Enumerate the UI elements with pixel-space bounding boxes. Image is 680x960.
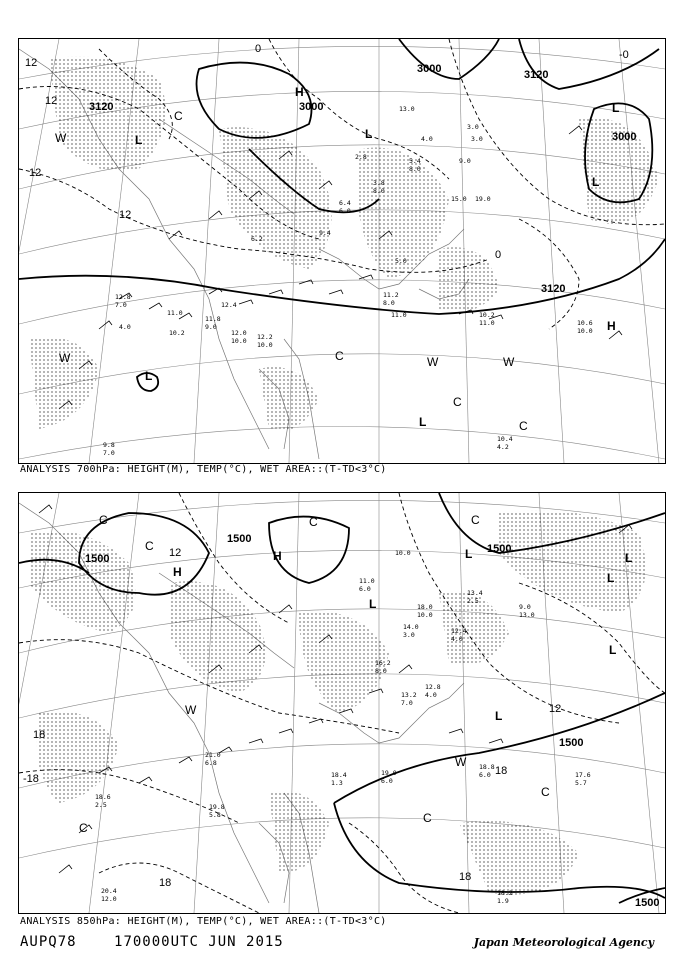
- station-temp: 15.0: [451, 195, 467, 203]
- station-temp: 14.0: [403, 623, 419, 631]
- station-temp: 2.8: [355, 153, 367, 161]
- low-center: L: [612, 101, 620, 115]
- station-temp: 3.0: [467, 123, 479, 131]
- station-dewpoint: 10.0: [577, 327, 593, 335]
- station-temp: 18.0: [417, 603, 433, 611]
- isotherm-label: 12: [25, 57, 38, 69]
- cold-center: C: [519, 419, 528, 433]
- contour-label: 1500: [635, 897, 660, 909]
- chart-footer: [20, 934, 312, 950]
- station-dewpoint: 10.0: [257, 341, 273, 349]
- station-dewpoint: 7.0: [401, 699, 413, 707]
- station-dewpoint: 12.0: [101, 895, 117, 903]
- station-dewpoint: 8.0: [409, 165, 421, 173]
- low-center: L: [369, 597, 377, 611]
- station-temp: 13.4: [467, 589, 483, 597]
- cold-center: C: [335, 349, 344, 363]
- high-center: H: [295, 85, 304, 99]
- high-center: H: [273, 549, 282, 563]
- station-dewpoint: 13.0: [519, 611, 535, 619]
- warm-center: W: [503, 355, 515, 369]
- station-dewpoint: 2.5: [95, 801, 107, 809]
- chart-850hpa-caption: ANALYSIS 850hPa: HEIGHT(M), TEMP(°C), WET AREA::(T-TD<3°C): [20, 916, 387, 927]
- cold-center: C: [471, 513, 480, 527]
- station-dewpoint: 10.0: [417, 611, 433, 619]
- station-temp: 20.4: [101, 887, 117, 895]
- cold-center: C: [541, 785, 550, 799]
- station-dewpoint: 4.0: [425, 691, 437, 699]
- station-dewpoint: 6.8: [205, 759, 217, 767]
- chart-700hpa-map: [19, 39, 665, 463]
- contour-label: 1500: [559, 737, 584, 749]
- station-dewpoint: 8.0: [383, 299, 395, 307]
- station-temp: 10.6: [577, 319, 593, 327]
- station-temp: 12.4: [221, 301, 237, 309]
- station-temp: 21.0: [205, 751, 221, 759]
- warm-center: W: [59, 351, 71, 365]
- station-temp: 18.2: [497, 889, 513, 897]
- cold-center: C: [453, 395, 462, 409]
- station-dewpoint: 5.7: [575, 779, 587, 787]
- bulletin-code: AUPQ78: [20, 934, 77, 950]
- contour-label: 3000: [612, 131, 637, 143]
- station-dewpoint: 9.0: [205, 323, 217, 331]
- contour-label: 1500: [85, 553, 110, 565]
- station-temp: 11.0: [391, 311, 407, 319]
- isotherm-label: -0: [619, 49, 629, 61]
- station-temp: 13.0: [399, 105, 415, 113]
- station-temp: 5.4: [409, 157, 421, 165]
- station-dewpoint: 19.0: [475, 195, 491, 203]
- chart-850hpa-panel: [18, 492, 666, 914]
- wind-barbs: [59, 126, 622, 409]
- station-dewpoint: 2.5: [467, 597, 479, 605]
- low-center: L: [607, 571, 615, 585]
- low-center: L: [592, 175, 600, 189]
- high-center: H: [173, 565, 182, 579]
- station-temp: 10.4: [497, 435, 513, 443]
- low-center: L: [419, 415, 427, 429]
- station-temp: 6.4: [339, 199, 351, 207]
- high-center: H: [607, 319, 616, 333]
- low-center: L: [145, 369, 153, 383]
- contour-label: 1500: [227, 533, 252, 545]
- station-temp: 19.8: [209, 803, 225, 811]
- station-dewpoint: 4.2: [497, 443, 509, 451]
- isotherm-label: 18: [159, 877, 172, 889]
- station-temp: 12.2: [257, 333, 273, 341]
- station-temp: 10.2: [169, 329, 185, 337]
- isotherm-label: 12: [45, 95, 58, 107]
- cold-center: C: [174, 109, 183, 123]
- low-center: L: [135, 133, 143, 147]
- cold-center: C: [79, 821, 88, 835]
- low-center: L: [609, 643, 617, 657]
- station-temp: 19.0: [381, 769, 397, 777]
- isotherm-label: -18: [23, 773, 39, 785]
- station-dewpoint: 8.0: [375, 667, 387, 675]
- station-temp: 11.0: [167, 309, 183, 317]
- isotherm-label: 12: [119, 209, 132, 221]
- isotherm-label: 18: [459, 871, 472, 883]
- station-temp: 10.2: [479, 311, 495, 319]
- low-center: L: [625, 551, 633, 565]
- contour-label: 3120: [541, 283, 566, 295]
- contour-label: 3000: [299, 101, 324, 113]
- station-temp: 3.0: [471, 135, 483, 143]
- station-dewpoint: 8.0: [373, 187, 385, 195]
- station-dewpoint: 1.3: [331, 779, 343, 787]
- warm-center: W: [185, 703, 197, 717]
- station-temp: 9.0: [459, 157, 471, 165]
- station-temp: 12.0: [231, 329, 247, 337]
- station-dewpoint: 6.0: [479, 771, 491, 779]
- low-center: L: [495, 709, 503, 723]
- isotherm-label: 0: [255, 43, 262, 55]
- contour-label: 3000: [417, 63, 442, 75]
- station-temp: 18.6: [95, 793, 111, 801]
- station-temp: 4.0: [421, 135, 433, 143]
- chart-850hpa-map: [19, 493, 665, 913]
- agency-credit: Japan Meteorological Agency: [473, 936, 654, 949]
- station-temp: 3.8: [373, 179, 385, 187]
- station-temp: 13.2: [401, 691, 417, 699]
- station-temp: 12.4: [451, 627, 467, 635]
- isotherm-label: 18: [495, 765, 508, 777]
- cold-center: C: [423, 811, 432, 825]
- isotherm-label: 12: [169, 547, 182, 559]
- station-dewpoint: 1.9: [497, 897, 509, 905]
- isotherm-label: 0: [495, 249, 502, 261]
- station-temp: 9.0: [519, 603, 531, 611]
- station-temp: 12.8: [115, 293, 131, 301]
- isotherm-label: 18: [33, 729, 46, 741]
- station-dewpoint: 5.8: [209, 811, 221, 819]
- chart-700hpa-panel: [18, 38, 666, 464]
- station-dewpoint: 6.0: [381, 777, 393, 785]
- station-dewpoint: 4.0: [119, 323, 131, 331]
- station-temp: 18.8: [479, 763, 495, 771]
- station-temp: 9.4: [319, 229, 331, 237]
- station-dewpoint: 11.0: [479, 319, 495, 327]
- station-temp: 11.2: [383, 291, 399, 299]
- low-center: L: [465, 547, 473, 561]
- station-dewpoint: 7.0: [115, 301, 127, 309]
- contour-label: 1500: [487, 543, 512, 555]
- isotherm-label: 12: [29, 167, 42, 179]
- station-dewpoint: 6.0: [339, 207, 351, 215]
- cold-center: C: [145, 539, 154, 553]
- wet-areas: [29, 57, 659, 432]
- contour-label: 3120: [89, 101, 114, 113]
- warm-center: W: [455, 755, 467, 769]
- warm-center: W: [427, 355, 439, 369]
- station-temp: 18.4: [331, 771, 347, 779]
- station-temp: 17.6: [575, 771, 591, 779]
- chart-700hpa-caption: ANALYSIS 700hPa: HEIGHT(M), TEMP(°C), WET AREA::(T-TD<3°C): [20, 464, 387, 475]
- isotherm-label: 12: [549, 703, 562, 715]
- station-temp: 12.8: [425, 683, 441, 691]
- cold-center: C: [99, 513, 108, 527]
- station-temp: 11.0: [359, 577, 375, 585]
- station-temp: 11.8: [205, 315, 221, 323]
- low-center: L: [365, 127, 373, 141]
- station-dewpoint: 10.0: [231, 337, 247, 345]
- warm-center: W: [55, 131, 67, 145]
- station-temp: 6.2: [251, 235, 263, 243]
- station-temp: 5.0: [395, 257, 407, 265]
- valid-time: 170000UTC JUN 2015: [114, 934, 284, 950]
- station-dewpoint: 3.0: [403, 631, 415, 639]
- station-temp: 16.2: [375, 659, 391, 667]
- contour-label: 3120: [524, 69, 549, 81]
- station-temp: 10.0: [395, 549, 411, 557]
- station-dewpoint: 7.0: [103, 449, 115, 457]
- station-dewpoint: 4.0: [451, 635, 463, 643]
- station-dewpoint: 6.0: [359, 585, 371, 593]
- station-temp: 9.8: [103, 441, 115, 449]
- cold-center: C: [309, 515, 318, 529]
